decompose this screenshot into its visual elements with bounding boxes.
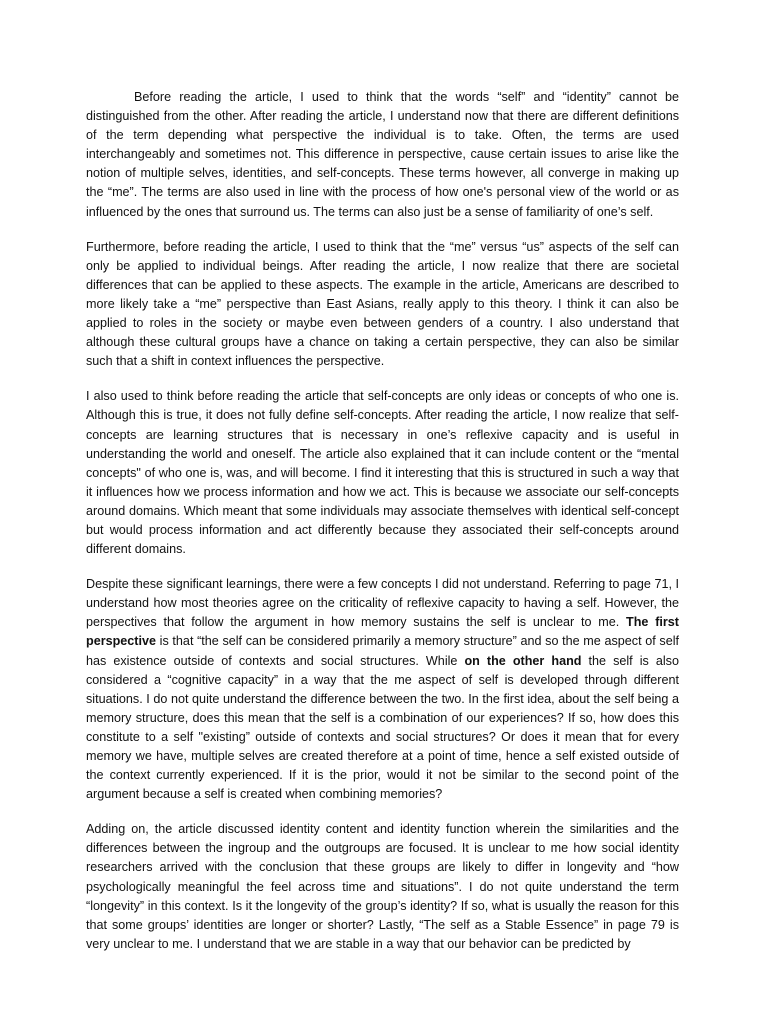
paragraph-4-text-a: Despite these significant learnings, there were a few concepts I did not understand. Referring to page 71, I understand how most theories agree on the criticality of reflexive capacity to having a self. However, the perspectives that follow the argument in how memory sustains the self is unclear to me. xyxy=(86,577,679,630)
paragraph-4 xyxy=(86,575,679,804)
paragraph-5: Adding on, the article discussed identity content and identity function wherein the similarities and the differences between the ingroup and the outgroups are focused. It is unclear to me how social identity researchers arrived with the conclusion that these groups are likely to differ in longevity and “how psychologically meaningful the feel across time and situations”. I do not quite understand the term “longevity” in this context. Is it the longevity of the group’s identity? If so, what is usually the reason for this that some groups’ identities are longer or shorter? Lastly, “The self as a Stable Essence” in page 79 is very unclear to me. I understand that we are stable in a way that our behavior can be predicted by xyxy=(86,822,679,951)
paragraph-2: Furthermore, before reading the article, I used to think that the “me” versus “us” aspects of the self can only be applied to individual beings. After reading the article, I now realize that there are societal differences that can be applied to these aspects. The example in the article, Americans are described to more likely take a “me” perspective than East Asians, really apply to this theory. I think it can also be applied to roles in the society or maybe even between genders of a country. I also understand that although these cultural groups have a chance on taking a certain perspective, they can also be similar such that a shift in context influences the perspective. xyxy=(86,239,679,369)
paragraph-3: I also used to think before reading the article that self-concepts are only ideas or concepts of who one is. Although this is true, it does not fully define self-concepts. After reading the article, I now realize that self-concepts are learning structures that is necessary in one’s reflexive capacity and is useful in understanding the world and oneself. The article also explained that it can include content or the “mental concepts" of who one is, was, and will become. I find it interesting that this is structured in such a way that it influences how we process information and how we act. This is because we associate our self-concepts around domains. Which meant that some individuals may associate themselves with identical self-concept but would process information and act differently because they associated their self-concepts around different domains. xyxy=(86,389,679,557)
paragraph-4-text-c: is that “the self can be considered primarily a memory structure” and so the me aspect of self has existence outside of contexts and social structures. While xyxy=(86,634,679,668)
paragraph-4-text-e: the self is also considered a “cognitive capacity” in a way that the me aspect of self is developed through different situations. I do not quite understand the difference between the two. In the first idea, about the self being a memory structure, does this mean that the self is a combination of our experiences? If so, how does this constitute to a self "existing” outside of contexts and social structures? Or does it mean that for every memory we have, multiple selves are created therefore at a point of time, hence a self existed outside of the context currently experienced. If it is the prior, would it not be similar to the second point of the argument because a self is created when combining memories? xyxy=(86,653,679,802)
document-body xyxy=(86,88,679,970)
paragraph-1: Before reading the article, I used to think that the words “self” and “identity” cannot be distinguished from the other. After reading the article, I understand now that there are different definitions of the term depending what perspective the individual is to take. Often, the terms are used interchangeably and sometimes not. This difference in perspective, cause certain issues to arise like the notion of multiple selves, identities, and self-concepts. These terms however, all converge in making up the “me”. The terms are also used in line with the process of how one's personal view of the world or as influenced by the ones that surround us. The terms can also just be a sense of familiarity of one’s self. xyxy=(86,90,679,219)
paragraph-4-bold-other-hand: on the other hand xyxy=(464,653,582,668)
paragraph-4-bold-first-perspective: The first perspective xyxy=(86,615,680,649)
